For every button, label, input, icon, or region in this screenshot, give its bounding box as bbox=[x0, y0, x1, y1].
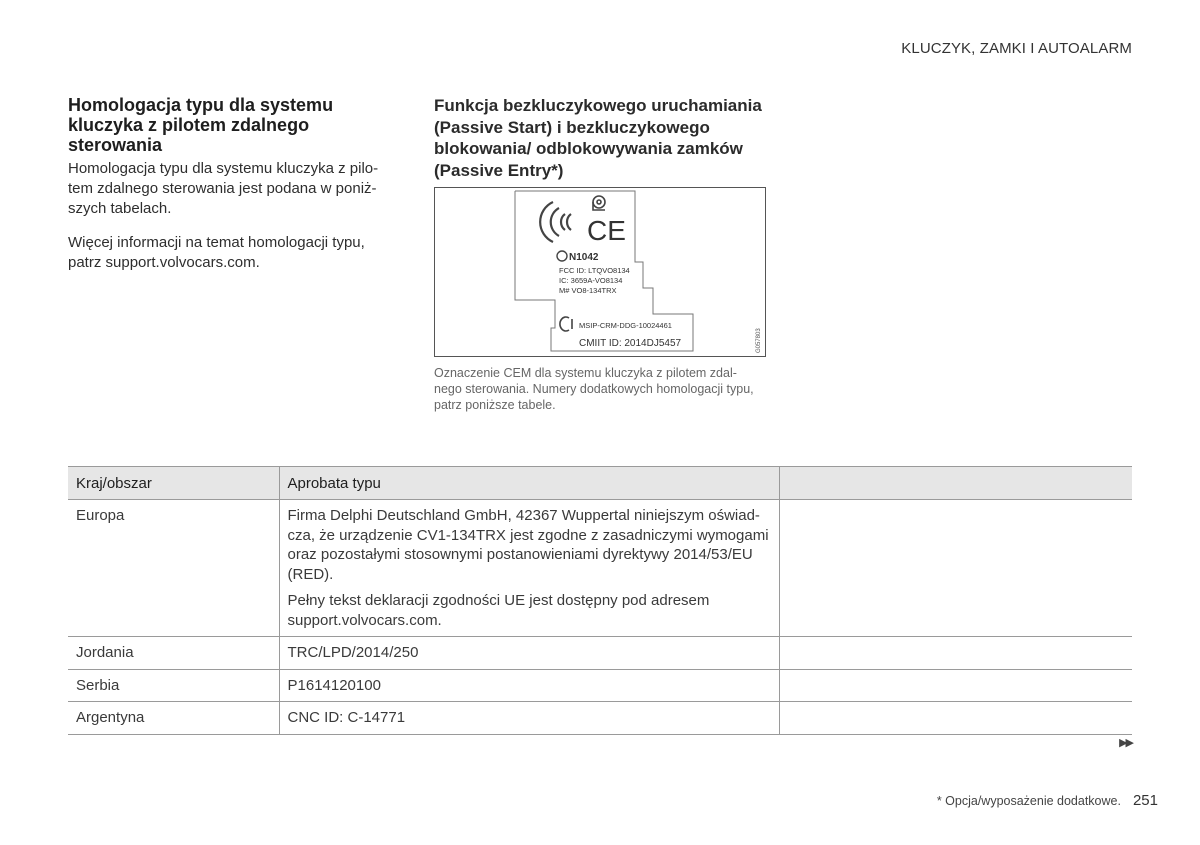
column-header-approval: Aprobata typu bbox=[279, 467, 779, 500]
approval-text: Firma Delphi Deutschland GmbH, 42367 Wuppertal niniejszym oświad-cza, że urządzenie CV1-134TRX jest zgodne z zasadniczymi wymogami oraz pozostałymi stosownymi postanowieniami dyrektywy 2014/53/EU (RED). bbox=[287, 507, 769, 583]
country-cell: Europa bbox=[68, 500, 279, 637]
table-row bbox=[68, 669, 1132, 702]
table-row bbox=[68, 500, 1132, 637]
country-cell: Argentyna bbox=[68, 702, 279, 735]
column-header-empty bbox=[779, 467, 1132, 500]
cem-label-figure bbox=[434, 187, 766, 357]
empty-cell bbox=[779, 669, 1132, 702]
cem-label-drawing bbox=[435, 188, 765, 356]
rcm-logo-icon bbox=[540, 202, 571, 242]
intro-paragraph: Homologacja typu dla systemu kluczyka z pilo-tem zdalnego sterowania jest podana w poniż-szych tabelach. bbox=[68, 160, 379, 217]
empty-cell bbox=[779, 500, 1132, 637]
type-approval-section bbox=[68, 95, 388, 287]
label-model: M# VO8-134TRX bbox=[559, 286, 617, 295]
page-number: 251 bbox=[1132, 792, 1158, 809]
column-header-country: Kraj/obszar bbox=[68, 467, 279, 500]
label-fcc: FCC ID: LTQVO8134 bbox=[559, 266, 630, 275]
table-header-row bbox=[68, 467, 1132, 500]
image-reference: G057803 bbox=[756, 328, 762, 353]
passive-start-section bbox=[434, 95, 774, 413]
kc-mark-icon bbox=[560, 317, 572, 331]
continue-arrows-icon: ▶▶ bbox=[1119, 737, 1132, 749]
figure-caption: Oznaczenie CEM dla systemu kluczyka z pilotem zdal-nego sterowania. Numery dodatkowych homologacji typu, patrz poniższe tabele. bbox=[434, 366, 754, 412]
label-msip: MSIP-CRM-DDG-10024461 bbox=[579, 321, 672, 330]
section-title: Homologacja typu dla systemu kluczyka z pilotem zdalnego sterowania bbox=[68, 95, 334, 155]
approval-cell: CNC ID: C-14771 bbox=[279, 702, 779, 735]
label-ic: IC: 3659A-VO8134 bbox=[559, 276, 623, 285]
country-cell: Serbia bbox=[68, 669, 279, 702]
type-approval-table bbox=[68, 466, 1132, 735]
empty-cell bbox=[779, 702, 1132, 735]
ce-mark: CE bbox=[587, 215, 626, 246]
approval-cell: P1614120100 bbox=[279, 669, 779, 702]
footnote: * Opcja/wyposażenie dodatkowe. bbox=[936, 794, 1121, 808]
approval-cell bbox=[279, 500, 779, 637]
page-header: KLUCZYK, ZAMKI I AUTOALARM bbox=[901, 40, 1132, 57]
passive-start-title: Funkcja bezkluczykowego uruchamiania (Passive Start) i bezkluczykowego blokowania/ odblokowywania zamków (Passive Entry*) bbox=[434, 96, 762, 180]
approval-cell: TRC/LPD/2014/250 bbox=[279, 637, 779, 670]
page-footer bbox=[937, 792, 1158, 809]
label-cmiit: CMIIT ID: 2014DJ5457 bbox=[579, 338, 682, 349]
table-row bbox=[68, 637, 1132, 670]
country-cell: Jordania bbox=[68, 637, 279, 670]
more-info-paragraph: Więcej informacji na temat homologacji typu, patrz support.volvocars.com. bbox=[68, 234, 365, 271]
empty-cell bbox=[779, 637, 1132, 670]
approval-note: Pełny tekst deklaracji zgodności UE jest dostępny pod adresem support.volvocars.com. bbox=[287, 592, 710, 629]
table-row bbox=[68, 702, 1132, 735]
label-nr: N1042 bbox=[569, 252, 599, 263]
key-symbol-icon bbox=[593, 196, 605, 210]
